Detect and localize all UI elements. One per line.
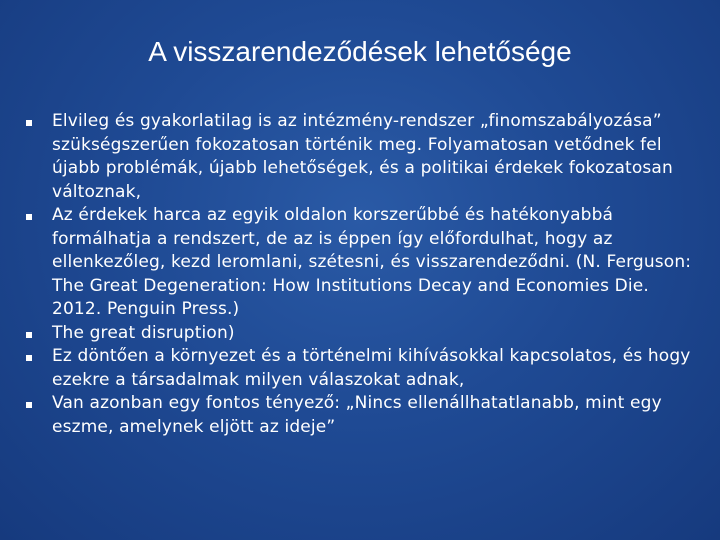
square-bullet-icon (26, 332, 32, 338)
square-bullet-icon (26, 214, 32, 220)
bullet-item (22, 322, 702, 346)
square-bullet-icon (26, 355, 32, 361)
bullet-text: Az érdekek harca az egyik oldalon korszerűbbé és hatékonyabbá formálhatja a rendszert, de az is éppen így előfordulhat, hogy az ellenkezőleg, kezd leromlani, szétesni, és visszarendeződni. (N. Ferguson: The Great Degeneration: How Institutions Decay and Economies Die. 2012. Penguin Press.) (52, 205, 692, 319)
bullet-list (22, 110, 702, 439)
bullet-item (22, 392, 702, 439)
bullet-text: Elvileg és gyakorlatilag is az intézmény-rendszer „finomszabályozása” szükségszerűen fokozatosan történik meg. Folyamatosan vetődnek fel újabb problémák, újabb lehetőségek, és a politikai érdekek fokozatosan változnak, (52, 111, 673, 202)
square-bullet-icon (26, 402, 32, 408)
bullet-item (22, 345, 702, 392)
square-bullet-icon (26, 120, 32, 126)
bullet-item (22, 110, 702, 204)
bullet-text: The great disruption) (52, 322, 235, 343)
slide-title: A visszarendeződések lehetősége (148, 36, 572, 67)
bullet-text: Ez döntően a környezet és a történelmi kihívásokkal kapcsolatos, és hogy ezekre a társadalmak milyen válaszokat adnak, (52, 346, 691, 390)
bullet-item (22, 204, 702, 322)
bullet-text: Van azonban egy fontos tényező: „Nincs ellenállhatatlanabb, mint egy eszme, amelynek eljött az ideje” (52, 393, 662, 437)
